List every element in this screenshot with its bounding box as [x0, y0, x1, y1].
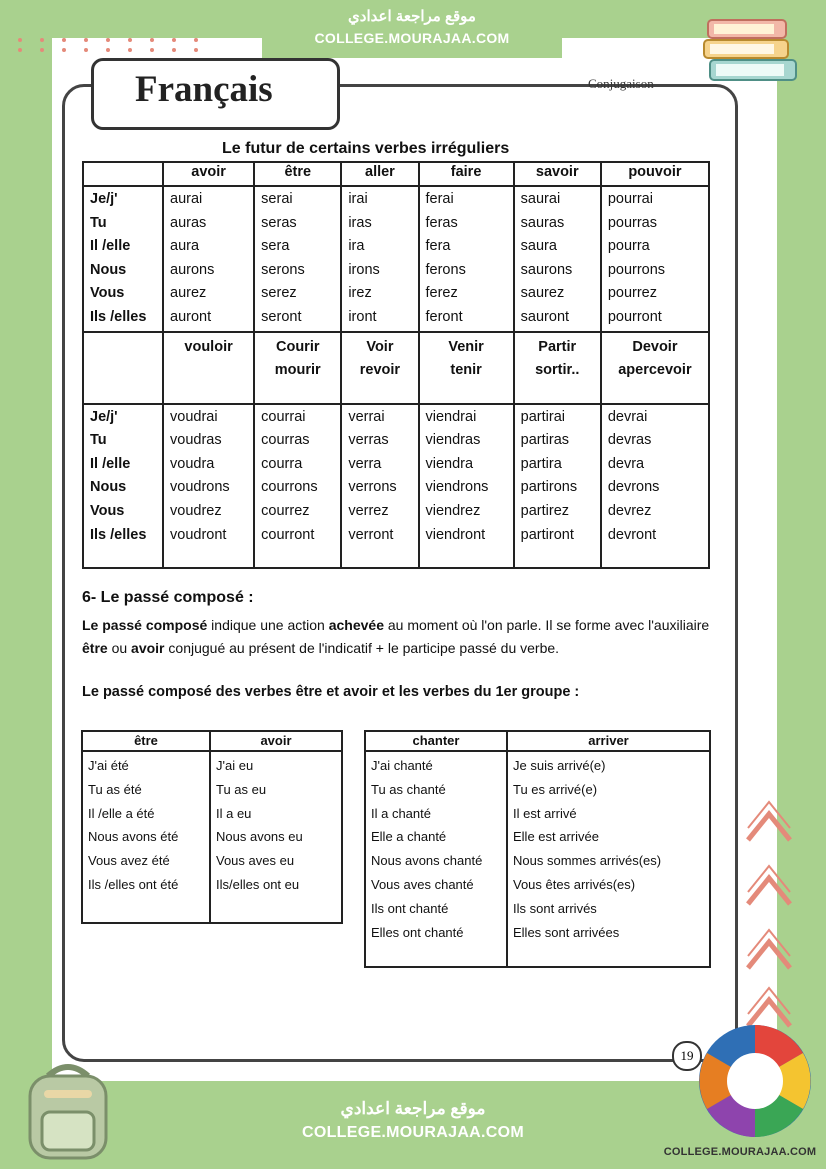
verb-form: pourras	[607, 214, 657, 231]
verb-form: iront	[348, 308, 377, 325]
compose-form: Vous avez été	[88, 853, 170, 869]
decorative-dots	[18, 38, 248, 54]
verb-form: sera	[261, 238, 290, 255]
verb-form: irai	[348, 191, 368, 207]
pronoun: Ils /elles	[90, 308, 147, 325]
devoir-forms	[601, 404, 709, 568]
verb-form: devront	[607, 526, 657, 543]
faire-forms	[419, 186, 514, 332]
verb-name: Voir	[366, 338, 394, 355]
verb-form: devras	[607, 432, 652, 449]
verb-name: revoir	[359, 361, 401, 378]
bottom-site-banner	[272, 1082, 554, 1152]
verb-header: faire	[419, 162, 514, 186]
verb-name: sortir..	[535, 361, 580, 378]
chevron-up-icon	[742, 858, 796, 912]
compose-form: Nous avons eu	[216, 829, 303, 845]
verb-header: avoir	[163, 162, 254, 186]
verb-form: pourrons	[607, 261, 666, 278]
verb-name: Devoir	[632, 338, 678, 355]
pronoun-column	[83, 186, 163, 332]
compose-form: Nous avons chanté	[371, 853, 483, 869]
verb-form: aura	[170, 238, 200, 255]
pronoun: Je/j'	[90, 408, 118, 425]
verb-form: fera	[425, 238, 451, 255]
chevron-up-icon	[742, 922, 796, 976]
verb-form: courrons	[261, 479, 318, 496]
pouvoir-forms	[601, 186, 709, 332]
futur-heading: Le futur de certains verbes irréguliers	[222, 140, 510, 157]
site-url[interactable]: COLLEGE.MOURAJAA.COM	[314, 30, 510, 46]
verb-form: ferai	[425, 191, 454, 207]
verb-header: savoir	[514, 162, 601, 186]
verb-compose-forms-row	[365, 751, 710, 967]
compose-form: Tu es arrivé(e)	[513, 781, 598, 797]
verb-form: viendront	[425, 526, 486, 543]
compose-form: Ils sont arrivés	[513, 900, 597, 916]
courir-forms	[254, 404, 341, 568]
verb-header	[163, 332, 254, 404]
futur-table	[82, 161, 710, 569]
verb-form: aurai	[170, 191, 203, 207]
verb-form: seront	[261, 308, 302, 325]
compose-form: Elle est arrivée	[513, 829, 599, 845]
verb-form: pourrez	[607, 285, 657, 302]
verb-form: sauront	[520, 308, 570, 325]
pronoun: Tu	[90, 432, 107, 449]
voir-forms	[341, 404, 418, 568]
verb-form: voudrons	[170, 479, 230, 496]
verb-form: verras	[348, 432, 389, 449]
verb-form: aurez	[170, 285, 207, 302]
definition-text: être	[82, 640, 108, 656]
verb-form: saurons	[520, 261, 573, 278]
verb-form: sauras	[520, 214, 565, 231]
compose-form: Vous aves chanté	[371, 876, 474, 892]
compose-form: J'ai été	[88, 758, 129, 773]
verb-form: feras	[425, 214, 458, 231]
aller-forms	[341, 186, 418, 332]
site-url[interactable]: COLLEGE.MOURAJAA.COM	[302, 1124, 524, 1141]
site-arabic-name: موقع مراجعة اعدادي	[348, 8, 476, 25]
verb-form: partiront	[520, 526, 574, 543]
verb-name: Partir	[538, 338, 577, 355]
verb-form: viendrai	[425, 408, 477, 425]
page-title: Français	[135, 69, 273, 110]
verb-form: courrai	[261, 408, 306, 425]
passe-compose-subheading: Le passé composé des verbes être et avoir et les verbes du 1er groupe :	[82, 684, 580, 700]
chanter-compose-forms	[365, 751, 507, 967]
verb-form: serez	[261, 285, 297, 302]
compose-form: Ils ont chanté	[371, 900, 449, 916]
compose-form: Elles sont arrivées	[513, 924, 620, 940]
compose-form: Tu as été	[88, 781, 142, 797]
compose-form: Elle a chanté	[371, 829, 447, 845]
verb-form: viendras	[425, 432, 481, 449]
verb-form: pourrai	[607, 191, 653, 207]
books-icon	[700, 14, 810, 86]
compose-form: Ils /elles ont été	[88, 876, 179, 892]
verb-form: iras	[348, 214, 372, 231]
verb-header: pouvoir	[601, 162, 709, 186]
arriver-compose-forms	[507, 751, 710, 967]
verb-form: ira	[348, 238, 365, 255]
futur-forms-row-2	[83, 404, 709, 568]
compose-form: Vous aves eu	[216, 853, 295, 869]
verb-form: partirons	[520, 479, 578, 496]
page-subtitle: Conjugaison	[588, 76, 654, 91]
verb-form: verra	[348, 455, 382, 472]
verb-form: courras	[261, 432, 310, 449]
compose-form: Ils/elles ont eu	[216, 876, 300, 892]
pronoun: Nous	[90, 261, 127, 278]
verb-name: apercevoir	[618, 361, 692, 378]
pronoun: Ils /elles	[90, 526, 147, 543]
verb-form: verrons	[348, 479, 397, 496]
verb-form: aurons	[170, 261, 215, 278]
verb-form: saurai	[520, 191, 561, 207]
verb-form: viendrez	[425, 502, 481, 519]
avoir-compose-forms	[210, 751, 342, 923]
futur-header-row-1	[83, 162, 709, 186]
verb-name: tenir	[450, 361, 482, 378]
verb-form: voudra	[170, 455, 215, 472]
verb-header	[514, 332, 601, 404]
definition-text: conjugué au présent de l'indicatif + le participe passé du verbe.	[164, 640, 560, 656]
verb-form: devra	[607, 455, 645, 472]
compose-form: Je suis arrivé(e)	[513, 758, 606, 773]
verb-form: viendrons	[425, 479, 489, 496]
footer-logo-text[interactable]: COLLEGE.MOURAJAA.COM	[663, 1146, 817, 1158]
compose-form: Tu as eu	[216, 781, 267, 797]
education-wheel-icon	[692, 1020, 818, 1142]
verb-form: voudrez	[170, 502, 222, 519]
futur-header-row-2	[83, 332, 709, 404]
empty-header-cell	[83, 162, 163, 186]
verb-form: auras	[170, 214, 207, 231]
verb-name: Venir	[448, 338, 484, 355]
verb-form: ferons	[425, 261, 466, 278]
compose-form: Vous êtes arrivés(es)	[513, 876, 636, 892]
auxiliary-forms-row	[82, 751, 342, 923]
backpack-icon	[18, 1058, 118, 1162]
verb-form: seras	[261, 214, 297, 231]
pronoun: Vous	[90, 285, 125, 302]
verb-form: devrai	[607, 408, 648, 425]
passe-compose-definition	[82, 614, 712, 660]
verb-form: devrez	[607, 502, 652, 519]
pronoun: Il /elle	[90, 455, 131, 472]
page-number: 19	[672, 1041, 702, 1071]
empty-header-cell	[83, 332, 163, 404]
verb-form: feront	[425, 308, 463, 325]
futur-forms-row-1	[83, 186, 709, 332]
compose-form: Il /elle a été	[88, 805, 155, 821]
compose-form: Nous sommes arrivés(es)	[513, 853, 662, 869]
verb-form: viendra	[425, 455, 474, 472]
verb-form: partira	[520, 455, 562, 472]
aux-header: être	[82, 731, 210, 751]
verb-form: verrai	[348, 408, 385, 425]
verb-form: irons	[348, 261, 380, 278]
verb-header: aller	[341, 162, 418, 186]
etre-forms	[254, 186, 341, 332]
verb-form: auront	[170, 308, 212, 325]
verb-header	[601, 332, 709, 404]
definition-text: achevée	[328, 617, 384, 633]
definition-text: au moment où l'on parle. Il se forme avec l'auxiliaire	[384, 617, 710, 633]
definition-text: indique une action	[207, 617, 329, 633]
verb-form: partiras	[520, 432, 570, 449]
pronoun: Je/j'	[90, 191, 118, 207]
verb-form: devrons	[607, 479, 660, 496]
verb-compose-header: chanter	[365, 731, 507, 751]
definition-text: avoir	[131, 640, 165, 656]
verb-form: serai	[261, 191, 293, 207]
compose-form: Nous avons été	[88, 829, 179, 845]
avoir-forms	[163, 186, 254, 332]
compose-form: Elles ont chanté	[371, 924, 464, 940]
site-arabic-name: موقع مراجعة اعدادي	[340, 1099, 486, 1118]
verb-form: partirez	[520, 502, 570, 519]
verb-form: voudrai	[170, 408, 218, 425]
verb-compose-header: arriver	[507, 731, 710, 751]
verb-header	[341, 332, 418, 404]
verb-header	[419, 332, 514, 404]
verb-form: pourront	[607, 308, 662, 325]
chevron-up-icon	[742, 794, 796, 848]
verb-form: ferez	[425, 285, 458, 302]
verb-name: Courir	[276, 338, 320, 355]
verb-form: saurez	[520, 285, 565, 302]
verb-form: partirai	[520, 408, 565, 425]
pronoun: Tu	[90, 214, 107, 231]
compose-form: Il a eu	[216, 805, 252, 821]
top-site-banner	[262, 0, 562, 58]
verb-form: serons	[261, 261, 305, 278]
definition-text: Le passé composé	[82, 617, 208, 633]
verb-compose-table	[364, 730, 711, 968]
passe-compose-heading: 6- Le passé composé :	[82, 589, 254, 606]
verb-form: voudras	[170, 432, 222, 449]
vouloir-forms	[163, 404, 254, 568]
compose-form: Il a chanté	[371, 805, 431, 821]
definition-text: ou	[107, 640, 132, 656]
verb-form: voudront	[170, 526, 227, 543]
verb-header	[254, 332, 341, 404]
venir-forms	[419, 404, 514, 568]
auxiliary-header-row	[82, 731, 342, 751]
compose-form: Tu as chanté	[371, 781, 446, 797]
aux-header: avoir	[210, 731, 342, 751]
pronoun: Vous	[90, 502, 125, 519]
compose-form: Il est arrivé	[513, 805, 577, 821]
savoir-forms	[514, 186, 601, 332]
verb-header: être	[254, 162, 341, 186]
verb-compose-header-row	[365, 731, 710, 751]
pronoun: Nous	[90, 479, 127, 496]
verb-form: pourra	[607, 238, 650, 255]
etre-compose-forms	[82, 751, 210, 923]
verb-name: vouloir	[184, 338, 233, 355]
verb-form: courront	[261, 526, 315, 543]
compose-form: J'ai chanté	[371, 758, 433, 773]
verb-name: mourir	[274, 361, 321, 378]
compose-form: J'ai eu	[216, 758, 254, 773]
verb-form: saura	[520, 238, 557, 255]
partir-forms	[514, 404, 601, 568]
auxiliary-table	[81, 730, 343, 924]
verb-form: verront	[348, 526, 394, 543]
verb-form: courra	[261, 455, 303, 472]
verb-form: verrez	[348, 502, 389, 519]
verb-form: courrez	[261, 502, 310, 519]
pronoun: Il /elle	[90, 238, 131, 255]
verb-form: irez	[348, 285, 372, 302]
pronoun-column	[83, 404, 163, 568]
